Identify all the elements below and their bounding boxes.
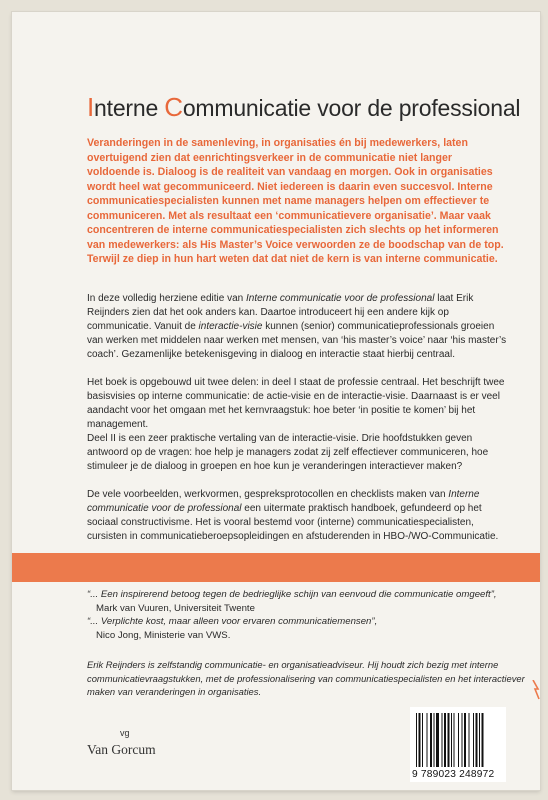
quote-2-attribution: Nico Jong, Ministerie van VWS.: [96, 629, 231, 641]
quote-2-text: “... Verplichte kost, maar alleen voor ervaren communicatiemensen”,: [87, 616, 378, 627]
barcode-digits: 9 789023 248972: [412, 769, 495, 780]
para1-text-c: kunnen (senior) communicatieprofessionals groeien van werken met middelen naar werken met mensen, van ‘his master’s voice’ naar ‘his master’s coach’. Gezamenlijke betekenisgeving in dialoog en interactie staat hierbij centraal.: [87, 321, 507, 360]
author-bio: Erik Reijnders is zelfstandig communicatie- en organisatieadviseur. Hij houdt zich bezig met interne communicatievraagstukken, met de professionalisering van communicatiespecialisten en het interactiever maken van veranderingen in organisaties.: [87, 659, 525, 697]
publisher-logo: [87, 728, 167, 768]
title-part-2: ommunicatie voor de professional: [182, 95, 521, 121]
para1-book-title: Interne communicatie voor de professional: [246, 293, 435, 304]
para4-text-b: een uitermate praktisch handboek, gefundeerd op het sociaal constructivisme. Het is vooral bestemd voor (interne) communicatiespecialisten, cursisten in communicatieberoepsopleidingen en afstuderenden in HBO-/WO-Communicatie.: [87, 503, 499, 542]
para1-text-a: In deze volledig herziene editie van: [87, 293, 246, 304]
quote-1-text: “... Een inspirerend betoog tegen de bedrieglijke schijn van eenvoud die communicatie omgeeft”,: [87, 589, 497, 600]
quote-1-attribution: Mark van Vuuren, Universiteit Twente: [96, 602, 255, 614]
isbn-barcode: [410, 707, 506, 782]
orange-mark-icon: [532, 680, 540, 700]
quotes-block: [87, 588, 527, 642]
barcode-bars-icon: [416, 713, 500, 767]
body-paragraph-4: [87, 488, 507, 544]
body-paragraph-3: Deel II is een zeer praktische vertaling van de interactie-visie. Drie hoofdstukken geven antwoord op de vragen: hoe help je managers zodat zij zelf effectiever communiceren, hoe stimuleer je de dialoog in groepen en hoe kun je veranderingen interactiever maken?: [87, 433, 489, 472]
publisher-mark-icon: vg: [120, 728, 130, 738]
title-initial-1: I: [87, 92, 95, 122]
orange-band: [12, 553, 540, 582]
para1-text-b: laat Erik Reijnders zien dat het ook anders kan. Daartoe introduceert hij een andere kijk op communicatie. Vanuit de: [87, 293, 474, 332]
publisher-name: Van Gorcum: [87, 742, 156, 757]
intro-paragraph: Veranderingen in de samenleving, in organisaties én bij medewerkers, laten overtuigend zien dat eenrichtingsverkeer in de communicatie niet langer voldoende is. Dialoog is de realiteit van vandaag en morgen. Ook in organisaties wordt heel wat gecommuniceerd. Niet iedereen is daarin even succesvol. Interne communicatiespecialisten kunnen met name managers helpen om effectiever te communiceren. Met als resultaat een ‘communicatievere organisatie’. Maar vaak concentreren de interne communicatiespecialisten zich slechts op het informeren van medewerkers: als His Master’s Voice verwoorden ze de boodschap van de top. Terwijl ze diep in hun hart weten dat dat niet de kern is van interne communicatie.: [87, 137, 504, 265]
title-part-1: nterne: [94, 95, 165, 121]
book-back-cover: [12, 12, 540, 790]
body-paragraph-2: Het boek is opgebouwd uit twee delen: in deel I staat de professie centraal. Het beschrijft twee basisvisies op interne communicatie: de actie-visie en de interactie-visie. Daarnaast is er veel aandacht voor het omgaan met het kernvraagstuk: hoe beter ‘in positie te komen’ bij het management.: [87, 377, 505, 430]
para1-term: interactie-visie: [198, 321, 263, 332]
para4-text-a: De vele voorbeelden, werkvormen, gespreksprotocollen en checklists maken van: [87, 489, 449, 500]
body-paragraph-1: [87, 292, 507, 362]
book-title: [87, 92, 520, 123]
title-initial-2: C: [164, 92, 183, 122]
para4-book-title: Interne communicatie voor de professional: [87, 489, 480, 514]
